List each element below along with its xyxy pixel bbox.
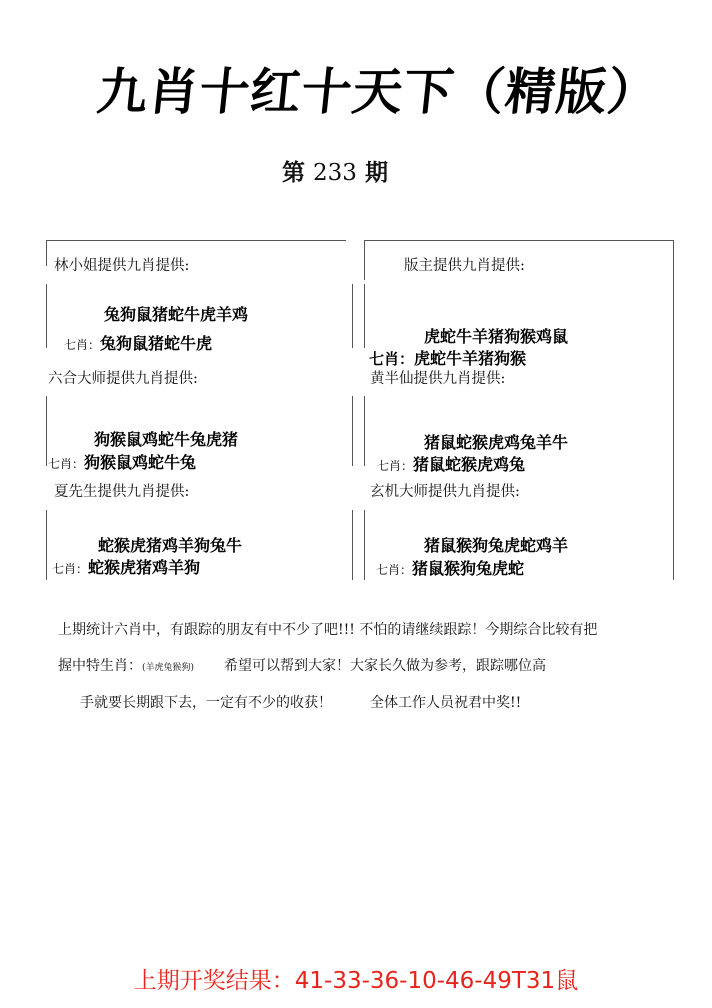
panel-4-seven-value: 猪鼠蛇猴虎鸡兔 [413,455,526,474]
panel-2-seven-value: 虎蛇牛羊猪狗猴 [414,349,527,368]
left-box-top-border [46,240,346,241]
panel-3-header: 六合大师提供九肖提供: [48,371,198,387]
panel-2-nine-zodiacs: 虎蛇牛羊猪狗猴鸡鼠 [424,327,569,346]
issue-suffix: 期 [364,159,388,186]
panel-5-header: 夏先生提供九肖提供: [54,484,190,500]
panel-4-header: 黄半仙提供九肖提供: [370,371,506,387]
panel-6-nine-zodiacs: 猪鼠猴狗兔虎蛇鸡羊 [424,536,569,555]
panel-1-header: 林小姐提供九肖提供: [54,258,190,274]
panel-6-seven-label: 七肖： [376,563,413,577]
note-line-2-lead: 握中特生肖： [58,658,142,674]
panel-6-header: 玄机大师提供九肖提供: [370,484,520,500]
panel-3-seven-zodiacs [48,450,196,473]
panel-2-seven-zodiacs [369,346,526,369]
left-box-right-border-2 [352,396,353,466]
panel-1-seven-zodiacs [64,331,212,354]
panel-4-seven-zodiacs [377,452,525,475]
note-line-2 [58,655,546,675]
panel-1-nine-zodiacs: 兔狗鼠猪蛇牛虎羊鸡 [104,305,249,324]
note-line-2-zodiacs: (羊虎兔猴狗) [142,663,195,673]
left-box-left-border-4 [46,510,47,580]
panel-4-seven-label: 七肖： [377,459,414,473]
panel-1-seven-label: 七肖： [64,338,101,352]
panel-2-seven-label: 七肖： [369,350,415,368]
panel-3-seven-value: 狗猴鼠鸡蛇牛兔 [84,453,197,472]
right-box-top-border [364,240,674,241]
right-box-left-border-1 [364,240,365,280]
panel-3-nine-zodiacs: 狗猴鼠鸡蛇牛兔虎猪 [94,430,239,449]
issue-prefix: 第 [282,159,305,186]
panel-1-seven-value: 兔狗鼠猪蛇牛虎 [100,334,213,353]
right-box-left-border-4 [364,510,365,580]
left-box-left-border-2 [46,284,47,348]
panel-5-seven-value: 蛇猴虎猪鸡羊狗 [88,558,201,577]
left-box-right-border-3 [352,510,353,580]
panel-5-seven-label: 七肖： [52,562,89,576]
issue-value: 233 [313,160,357,186]
right-box-left-border-3 [364,396,365,466]
panel-2-header: 版主提供九肖提供: [404,258,525,274]
note-line-3-tail: 全体工作人员祝君中奖!! [370,695,522,711]
note-line-2-tail: 希望可以帮到大家！大家长久做为参考，跟踪哪位高 [224,658,547,674]
panel-5-nine-zodiacs: 蛇猴虎猪鸡羊狗兔牛 [98,536,243,555]
panel-6-seven-value: 猪鼠猴狗兔虎蛇 [412,559,525,578]
right-box-left-border-2 [364,284,365,348]
left-box-left-border-1 [46,240,47,266]
note-line-1: 上期统计六肖中，有跟踪的朋友有中不少了吧!!! 不怕的请继续跟踪！今期综合比较有把 [58,622,598,638]
issue-number [282,154,388,187]
page-title: 九肖十红十天下（精版） [94,63,662,121]
last-draw-result: 上期开奖结果：41-33-36-10-46-49T31鼠 [133,968,579,994]
note-line-3-lead: 手就要长期跟下去，一定有不少的收获！ [80,695,332,711]
panel-6-seven-zodiacs [376,556,524,579]
right-box-right-border [673,240,674,580]
panel-3-seven-label: 七肖： [48,457,85,471]
panel-4-nine-zodiacs: 猪鼠蛇猴虎鸡兔羊牛 [424,433,569,452]
panel-5-seven-zodiacs [52,555,200,578]
note-line-3 [80,692,521,712]
left-box-left-border-3 [46,396,47,466]
left-box-right-border-1 [352,284,353,348]
